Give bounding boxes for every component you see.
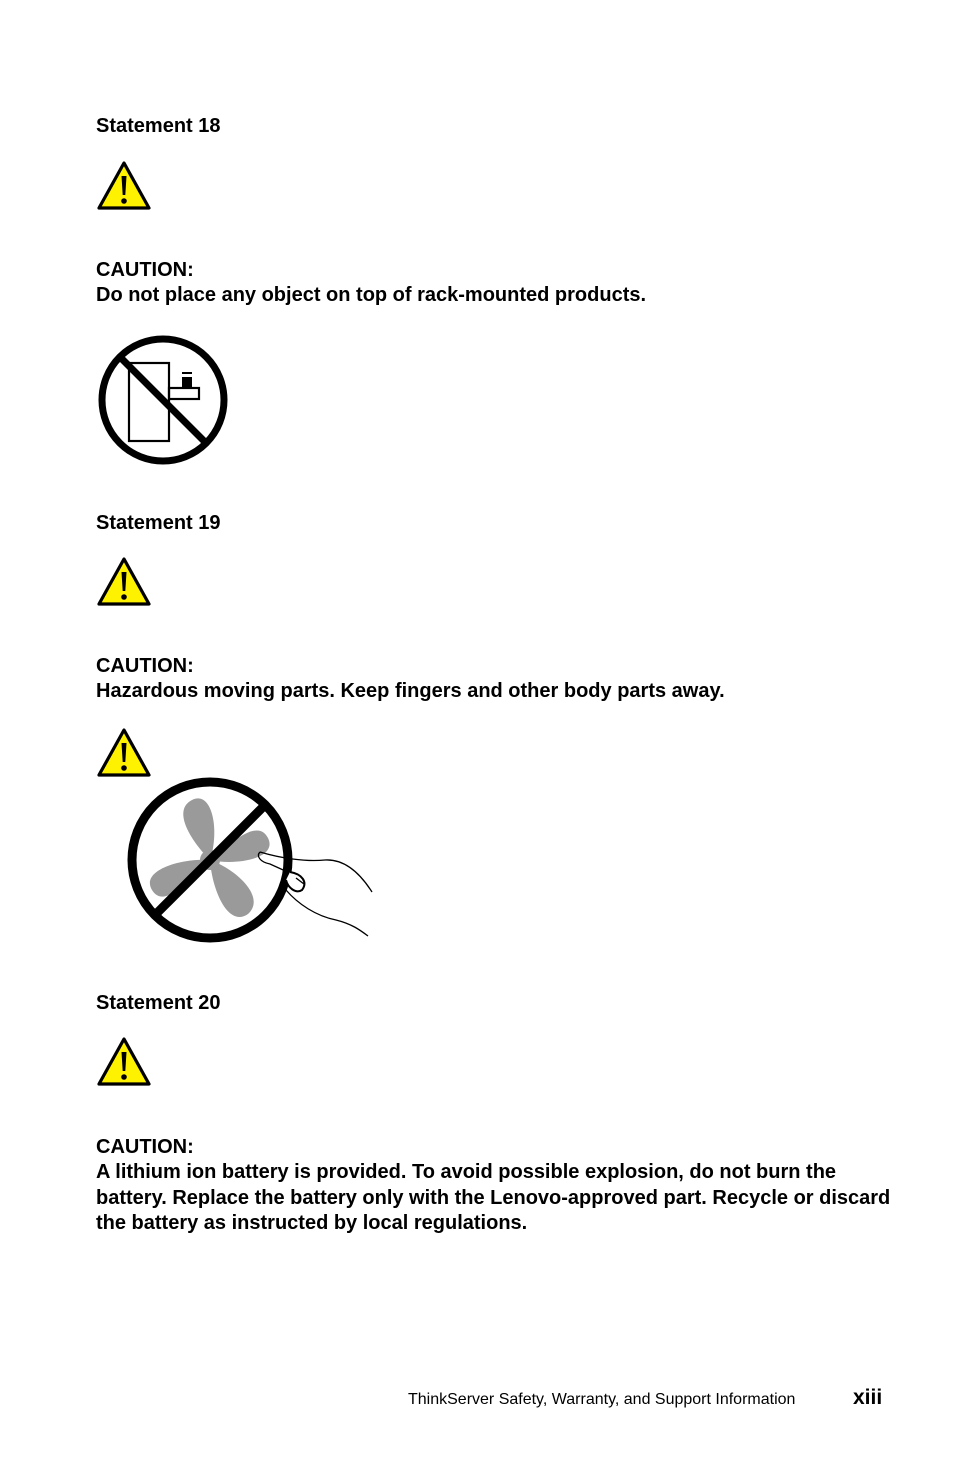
statement-20-heading: Statement 20 (96, 992, 221, 1014)
statement-19-heading: Statement 19 (96, 512, 221, 534)
footer-page-number: xiii (853, 1386, 883, 1409)
caution-label: CAUTION: (96, 1136, 194, 1158)
warning-triangle-icon (96, 1036, 152, 1088)
statement-18-text: Do not place any object on top of rack-mounted products. (96, 284, 647, 306)
footer-document-title: ThinkServer Safety, Warranty, and Support Information (408, 1391, 796, 1408)
statement-18-heading: Statement 18 (96, 115, 221, 137)
caution-label: CAUTION: (96, 655, 194, 677)
warning-triangle-icon (96, 556, 152, 608)
caution-label: CAUTION: (96, 259, 194, 281)
no-fingers-fan-icon (120, 770, 380, 950)
no-object-on-rack-icon (96, 333, 232, 467)
warning-triangle-icon (96, 160, 152, 212)
statement-19-text: Hazardous moving parts. Keep fingers and other body parts away. (96, 680, 725, 702)
statement-20-text: A lithium ion battery is provided. To avoid possible explosion, do not burn the battery. Replace the battery only with the Lenovo-approved part. Recycle or discard the battery as instructed by local regulations. (96, 1161, 891, 1234)
